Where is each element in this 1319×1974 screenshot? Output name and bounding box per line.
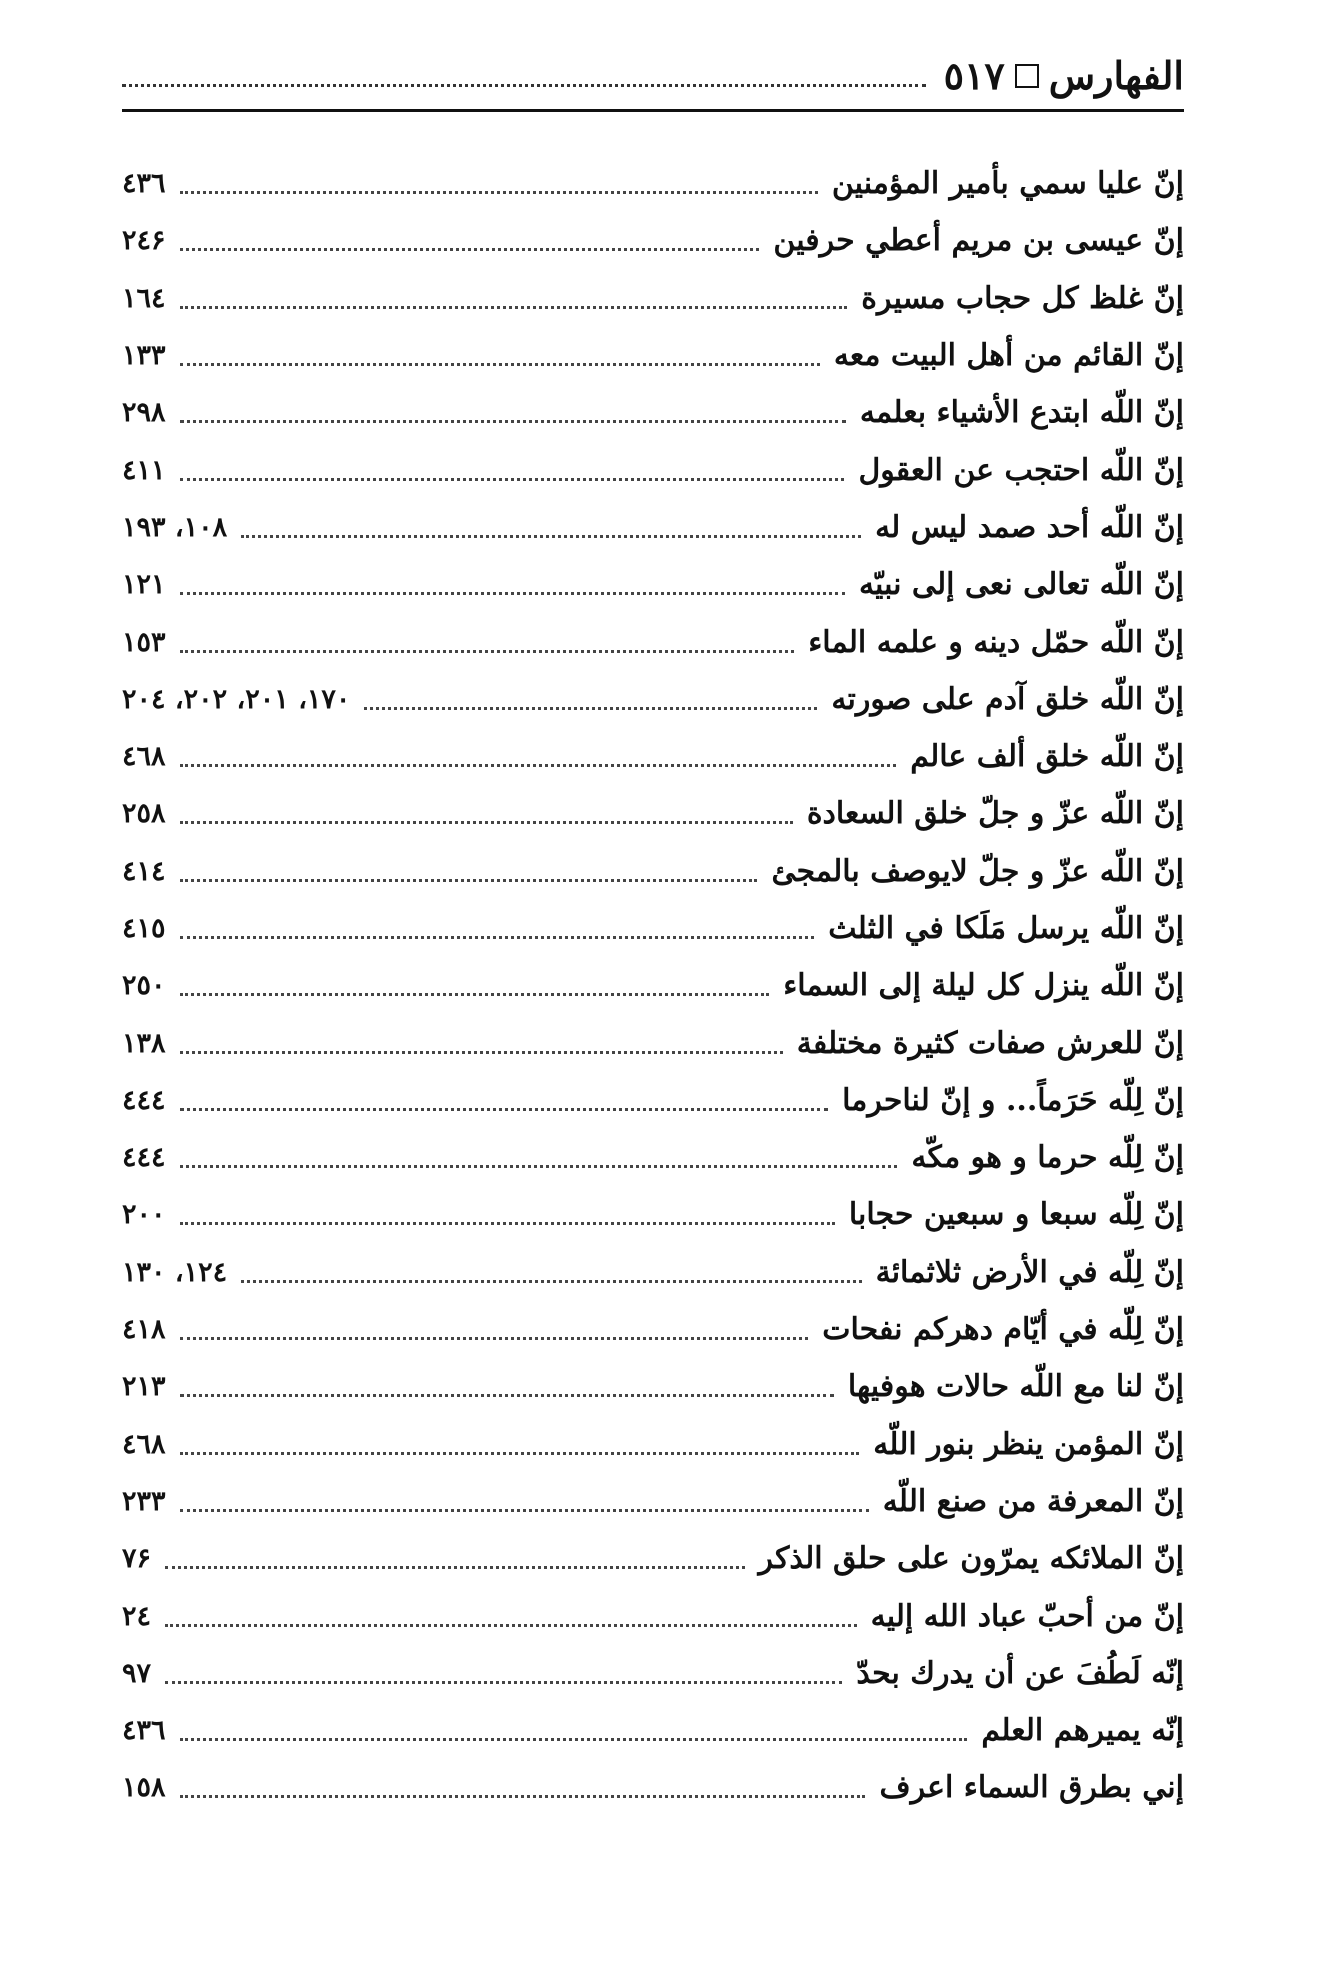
index-entry xyxy=(122,327,1184,384)
dot-leader xyxy=(180,306,848,309)
dot-leader xyxy=(180,650,795,653)
index-entry xyxy=(122,1358,1184,1415)
index-entry xyxy=(122,1072,1184,1129)
entry-text: إنّ القائم من أهل البيت معه xyxy=(833,338,1184,374)
dot-leader xyxy=(180,1165,898,1168)
entry-text: إنّه يميرهم العلم xyxy=(981,1713,1184,1749)
index-entry xyxy=(122,671,1184,728)
dot-leader xyxy=(180,1452,860,1455)
header-dot-leader xyxy=(122,84,926,87)
index-entry xyxy=(122,1759,1184,1816)
dot-leader xyxy=(180,1738,968,1741)
dot-leader xyxy=(180,1108,829,1111)
index-entry xyxy=(122,212,1184,269)
index-entry xyxy=(122,155,1184,212)
index-entry xyxy=(122,1702,1184,1759)
entry-pages: ٤٣٦ xyxy=(122,168,166,200)
index-entry xyxy=(122,1530,1184,1587)
dot-leader xyxy=(180,764,897,767)
dot-leader xyxy=(180,1337,809,1340)
section-title: الفهارس xyxy=(1048,53,1184,98)
entry-pages: ١٢٤، ١٣٠ xyxy=(122,1256,228,1288)
dot-leader xyxy=(180,248,760,251)
index-entry xyxy=(122,900,1184,957)
dot-leader xyxy=(180,993,770,996)
entry-pages: ١٢١ xyxy=(122,569,166,601)
index-entry xyxy=(122,957,1184,1014)
dot-leader xyxy=(180,592,845,595)
entry-pages: ٢٤۶ xyxy=(122,225,166,257)
index-entry xyxy=(122,1129,1184,1186)
index-entry xyxy=(122,1301,1184,1358)
entry-text: إنّ اللّه عزّ و جلّ لايوصف بالمجئ xyxy=(771,853,1184,889)
dot-leader xyxy=(180,478,845,481)
entry-pages: ٤٤٤ xyxy=(122,1084,166,1116)
dot-leader xyxy=(180,936,815,939)
dot-leader xyxy=(180,1394,834,1397)
entry-pages: ٢٤ xyxy=(122,1600,152,1632)
index-entry xyxy=(122,1244,1184,1301)
entry-pages: ٤١٨ xyxy=(122,1314,166,1346)
index-entry xyxy=(122,1587,1184,1644)
running-header xyxy=(122,42,1184,112)
entry-text: إنّ المعرفة من صنع اللّه xyxy=(882,1483,1184,1519)
entry-text: إنّ غلظ كل حجاب مسيرة xyxy=(861,280,1184,316)
entry-text: إنّ لنا مع اللّه حالات هوفيها xyxy=(847,1369,1184,1405)
entry-text: إنّ اللّه ينزل كل ليلة إلى السماء xyxy=(783,968,1184,1004)
entry-pages: ٢٠٠ xyxy=(122,1199,166,1231)
index-entry xyxy=(122,1014,1184,1071)
index-entry xyxy=(122,613,1184,670)
dot-leader xyxy=(180,1509,869,1512)
dot-leader xyxy=(180,821,793,824)
entry-text: إنّ اللّه ابتدع الأشياء بعلمه xyxy=(859,395,1184,431)
entry-text: إنّ اللّه احتجب عن العقول xyxy=(858,452,1184,488)
entry-text: إنّ من أحبّ عباد الله إليه xyxy=(870,1598,1184,1634)
entry-pages: ٤١١ xyxy=(122,454,166,486)
index-entry xyxy=(122,1416,1184,1473)
entry-pages: ٤١٥ xyxy=(122,913,166,944)
entry-pages: ٧۶ xyxy=(122,1543,152,1575)
entry-pages: ٤٦٨ xyxy=(122,1428,166,1460)
entry-pages: ٤١٤ xyxy=(122,855,166,887)
entry-pages: ١٥٣ xyxy=(122,626,166,658)
entry-text: إنّ اللّه تعالى نعى إلى نبيّه xyxy=(858,567,1184,603)
dot-leader xyxy=(165,1681,842,1684)
dot-leader xyxy=(180,191,818,194)
entry-pages: ٤٣٦ xyxy=(122,1715,166,1747)
index-entry xyxy=(122,384,1184,441)
index-entry xyxy=(122,270,1184,327)
entry-pages: ٤٦٨ xyxy=(122,741,166,773)
entry-text: إنّ لِلّه في الأرض ثلاثمائة xyxy=(875,1254,1184,1290)
entry-text: إنّ لِلّه سبعا و سبعين حجابا xyxy=(848,1197,1184,1233)
index-entry xyxy=(122,499,1184,556)
entry-pages: ٢٣٣ xyxy=(122,1485,166,1517)
entry-pages: ١٣٣ xyxy=(122,340,166,372)
index-entry xyxy=(122,728,1184,785)
entry-text: إنّ اللّه حمّل دينه و علمه الماء xyxy=(808,624,1184,660)
entry-pages: ٤٤٤ xyxy=(122,1142,166,1174)
entry-pages: ٢٥٠ xyxy=(122,970,166,1002)
entry-text: إنّ اللّه عزّ و جلّ خلق السعادة xyxy=(806,796,1184,832)
entry-text: إني بطرق السماء اعرف xyxy=(879,1770,1184,1806)
square-bullet-icon xyxy=(1015,64,1039,88)
dot-leader xyxy=(180,879,758,882)
entry-text: إنّ لِلّه حرما و هو مكّه xyxy=(911,1140,1184,1176)
index-list xyxy=(122,155,1184,1817)
entry-text: إنّ عليا سمي بأمير المؤمنين xyxy=(831,166,1184,202)
entry-text: إنّه لَطُفَ عن أن يدرك بحدّ xyxy=(856,1655,1184,1691)
entry-pages: ١٠٨، ١٩٣ xyxy=(122,511,228,543)
dot-leader xyxy=(180,363,820,366)
dot-leader xyxy=(180,1222,835,1225)
entry-pages: ١٦٤ xyxy=(122,282,166,314)
entry-text: إنّ الملائكه يمرّون على حلق الذكر xyxy=(758,1541,1184,1577)
dot-leader xyxy=(241,535,861,538)
index-entry xyxy=(122,441,1184,498)
entry-text: إنّ عيسى بن مريم أعطي حرفين xyxy=(773,223,1184,259)
entry-pages: ١٥٨ xyxy=(122,1772,166,1804)
entry-text: إنّ اللّه خلق ألف عالم xyxy=(910,739,1184,775)
entry-pages: ١٧٠، ٢٠١، ٢٠٢، ٢٠٤ xyxy=(122,683,351,715)
index-entry xyxy=(122,1186,1184,1243)
index-entry xyxy=(122,1473,1184,1530)
dot-leader xyxy=(165,1624,857,1627)
entry-text: إنّ للعرش صفات كثيرة مختلفة xyxy=(796,1025,1184,1061)
index-entry xyxy=(122,843,1184,900)
dot-leader xyxy=(180,420,846,423)
entry-pages: ١٣٨ xyxy=(122,1027,166,1059)
page-number: ٥١٧ xyxy=(943,53,1005,98)
index-entry xyxy=(122,1645,1184,1702)
entry-pages: ٩٧ xyxy=(122,1657,152,1689)
entry-text: إنّ لِلّه في أيّام دهركم نفحات xyxy=(822,1312,1184,1348)
dot-leader xyxy=(165,1566,745,1569)
index-entry xyxy=(122,785,1184,842)
entry-text: إنّ المؤمن ينظر بنور اللّه xyxy=(873,1426,1184,1462)
entry-text: إنّ اللّه خلق آدم على صورته xyxy=(831,681,1184,717)
dot-leader xyxy=(180,1795,866,1798)
entry-pages: ٢١٣ xyxy=(122,1371,166,1403)
entry-text: إنّ لِلّه حَرَماً... و إنّ لناحرما xyxy=(842,1082,1184,1118)
dot-leader xyxy=(180,1051,783,1054)
index-entry xyxy=(122,556,1184,613)
dot-leader xyxy=(241,1280,861,1283)
entry-pages: ٢٥٨ xyxy=(122,798,166,830)
entry-pages: ٢٩٨ xyxy=(122,397,166,429)
entry-text: إنّ اللّه أحد صمد ليس له xyxy=(875,509,1184,545)
dot-leader xyxy=(364,707,817,710)
entry-text: إنّ اللّه يرسل مَلَكا في الثلث xyxy=(828,911,1184,946)
